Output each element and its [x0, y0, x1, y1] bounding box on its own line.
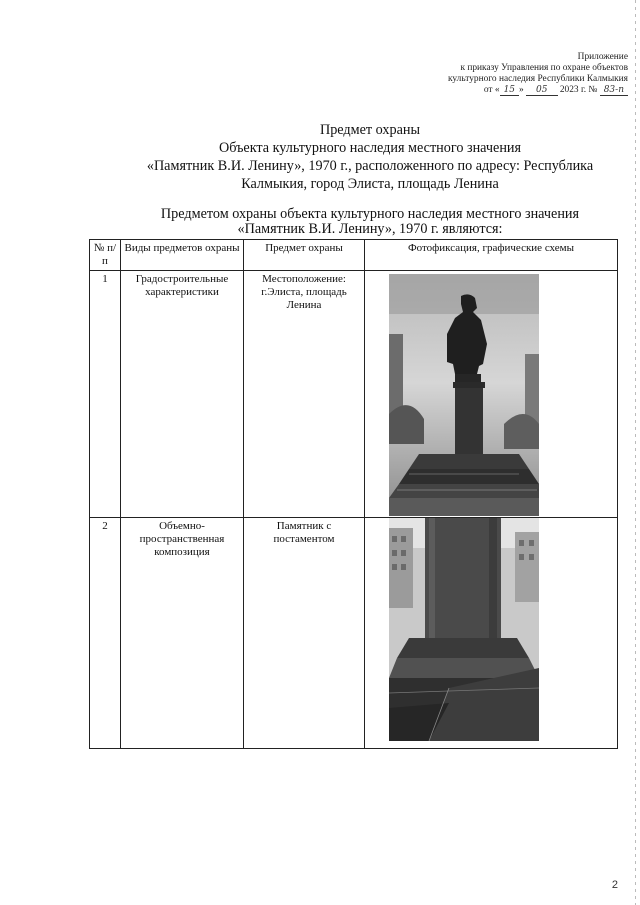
monument-photo-2	[389, 518, 539, 741]
monument-photo-1	[389, 274, 539, 516]
date-day: 15	[500, 85, 519, 96]
title-line-4: Калмыкия, город Элиста, площадь Ленина	[241, 176, 499, 192]
doc-number: 83-п	[600, 85, 628, 96]
appendix-line-1: Приложение	[577, 52, 628, 62]
row-kind: Градостроительные характеристики	[121, 271, 244, 518]
title-line-1: Предмет охраны	[319, 122, 421, 138]
row-num: 2	[90, 518, 121, 749]
date-month: 05	[526, 85, 557, 96]
document-title	[110, 121, 630, 193]
appendix-header	[368, 52, 628, 96]
row-photo-cell	[365, 271, 618, 518]
table-row	[90, 271, 618, 518]
header-kind: Виды предметов охраны	[121, 240, 244, 271]
row-subject: Местоположение: г.Элиста, площадь Ленина	[244, 271, 365, 518]
intro-line-1: Предметом охраны объекта культурного наследия местного значения	[160, 206, 580, 222]
appendix-date-line	[368, 85, 628, 96]
header-subject: Предмет охраны	[244, 240, 365, 271]
title-line-2: Объекта культурного наследия местного значения	[218, 140, 522, 156]
title-line-3: «Памятник В.И. Ленину», 1970 г., расположенного по адресу: Республика	[146, 158, 594, 174]
date-sep: »	[519, 85, 524, 95]
row-photo-cell	[365, 518, 618, 749]
row-num: 1	[90, 271, 121, 518]
appendix-line-3: культурного наследия Республики Калмыкия	[447, 74, 628, 84]
intro-line-2: «Памятник В.И. Ленину», 1970 г. являются:	[237, 221, 503, 237]
header-photo: Фотофиксация, графические схемы	[365, 240, 618, 271]
intro-text	[140, 207, 600, 237]
table-row	[90, 518, 618, 749]
protection-table	[89, 239, 618, 749]
scan-edge-marks	[635, 0, 636, 905]
appendix-line-2: к приказу Управления по охране объектов	[460, 63, 628, 73]
page-number: 2	[611, 879, 618, 891]
date-year: 2023 г. №	[559, 85, 598, 95]
header-num: № п/п	[90, 240, 121, 271]
table-header-row	[90, 240, 618, 271]
row-kind: Объемно-пространственная композиция	[121, 518, 244, 749]
row-subject: Памятник с постаментом	[244, 518, 365, 749]
date-prefix: от «	[483, 85, 500, 95]
